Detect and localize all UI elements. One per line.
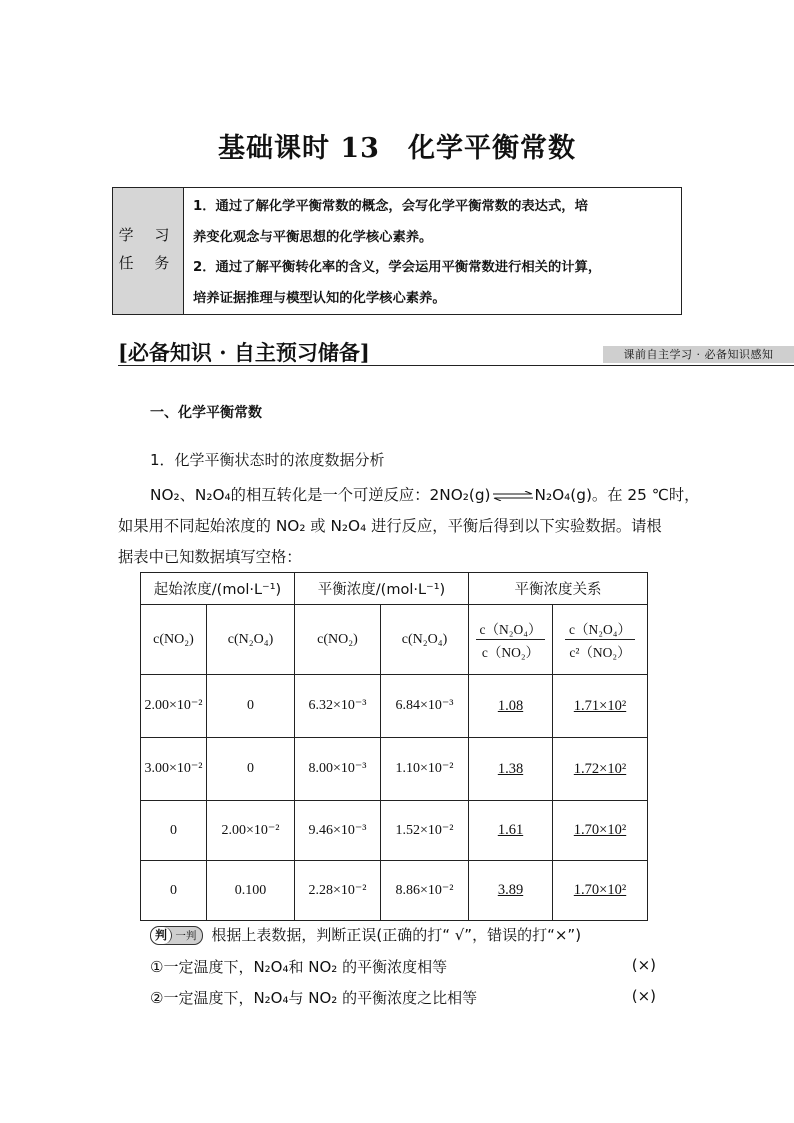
answer-cell: 1.70×10² [553, 861, 648, 921]
statement-result: (×) [631, 956, 656, 974]
learning-task-box [112, 187, 682, 315]
paragraph-line: 如果用不同起始浓度的 NO₂ 或 N₂O₄ 进行反应，平衡后得到以下实验数据。请根 [118, 517, 662, 535]
table-cell: 8.86×10⁻² [381, 861, 469, 921]
table-cell: 6.32×10⁻³ [295, 675, 381, 738]
heading-level2: 1．化学平衡状态时的浓度数据分析 [150, 451, 385, 469]
reversible-arrow-icon [491, 491, 535, 501]
task-label-line: 任 务 [118, 254, 178, 272]
judge-instruction: 根据上表数据，判断正误(正确的打“ √”，错误的打“×”) [211, 926, 582, 944]
judge-statement [150, 956, 656, 977]
section-divider [118, 365, 794, 366]
table-cell: 6.84×10⁻³ [381, 675, 469, 738]
statement-text: ①一定温度下，N₂O₄和 NO₂ 的平衡浓度相等 [150, 958, 448, 976]
task-line: 2．通过了解平衡转化率的含义，学会运用平衡常数进行相关的计算， [193, 260, 602, 275]
judge-instruction-row [150, 924, 581, 945]
ratio-header [553, 605, 648, 675]
table-group-header: 平衡浓度/(mol·L⁻¹) [295, 573, 469, 605]
table-cell: 1.52×10⁻² [381, 801, 469, 861]
table-cell: 9.46×10⁻³ [295, 801, 381, 861]
equilibrium-data-table [140, 572, 648, 921]
ratio-denominator: c²（NO₂） [569, 645, 631, 660]
table-sub-header: c(NO₂) [295, 605, 381, 675]
table-cell: 0 [207, 738, 295, 801]
table-row [141, 801, 648, 861]
heading-level1: 一、化学平衡常数 [150, 405, 262, 421]
answer-cell: 1.70×10² [553, 801, 648, 861]
answer-cell: 1.71×10² [553, 675, 648, 738]
answer-cell: 1.61 [469, 801, 553, 861]
table-row [141, 675, 648, 738]
answer-cell: 3.89 [469, 861, 553, 921]
learning-task-text [193, 192, 675, 314]
table-group-header: 平衡浓度关系 [469, 573, 648, 605]
learning-task-label [113, 188, 184, 314]
judge-statement [150, 987, 656, 1008]
task-line: 养变化观念与平衡思想的化学核心素养。 [193, 229, 433, 245]
table-cell: 2.00×10⁻² [207, 801, 295, 861]
answer-cell: 1.72×10² [553, 738, 648, 801]
judge-badge-main: 判 [151, 927, 172, 944]
section-title: [必备知识 · 自主预习储备] [118, 340, 370, 365]
table-cell: 0 [141, 861, 207, 921]
judge-badge [150, 926, 203, 945]
statement-text: ②一定温度下，N₂O₄与 NO₂ 的平衡浓度之比相等 [150, 989, 478, 1007]
table-cell: 0.100 [207, 861, 295, 921]
judge-badge-sub: 一判 [175, 930, 197, 942]
answer-cell: 1.08 [469, 675, 553, 738]
table-cell: 2.28×10⁻² [295, 861, 381, 921]
table-cell: 1.10×10⁻² [381, 738, 469, 801]
ratio-header [469, 605, 553, 675]
statement-result: (×) [631, 987, 656, 1005]
task-line: 培养证据推理与模型认知的化学核心素养。 [193, 290, 446, 306]
table-group-header: 起始浓度/(mol·L⁻¹) [141, 573, 295, 605]
table-row [141, 861, 648, 921]
table-row [141, 738, 648, 801]
table-cell: 0 [141, 801, 207, 861]
ratio-denominator: c（NO₂） [481, 645, 540, 660]
section-badge: 课前自主学习 · 必备知识感知 [603, 346, 794, 363]
paragraph-line [150, 483, 700, 505]
task-label-line: 学 习 [118, 226, 178, 244]
table-cell: 2.00×10⁻² [141, 675, 207, 738]
paragraph-line: 据表中已知数据填写空格： [118, 548, 302, 566]
table-sub-header: c(N₂O₄) [207, 605, 295, 675]
table-sub-header: c(N₂O₄) [381, 605, 469, 675]
table-cell: 0 [207, 675, 295, 738]
table-cell: 3.00×10⁻² [141, 738, 207, 801]
reaction-text-left: NO₂、N₂O₄的相互转化是一个可逆反应：2NO₂(g) [150, 486, 491, 504]
page-title: 基础课时 13 化学平衡常数 [218, 133, 576, 164]
answer-cell: 1.38 [469, 738, 553, 801]
table-sub-header: c(NO₂) [141, 605, 207, 675]
table-cell: 8.00×10⁻³ [295, 738, 381, 801]
ratio-numerator: c（N₂O₄） [476, 618, 546, 640]
reaction-text-right: N₂O₄(g)。在 25 ℃时， [534, 486, 700, 504]
ratio-numerator: c（N₂O₄） [565, 618, 635, 640]
task-line: 1．通过了解化学平衡常数的概念，会写化学平衡常数的表达式，培 [193, 199, 588, 214]
